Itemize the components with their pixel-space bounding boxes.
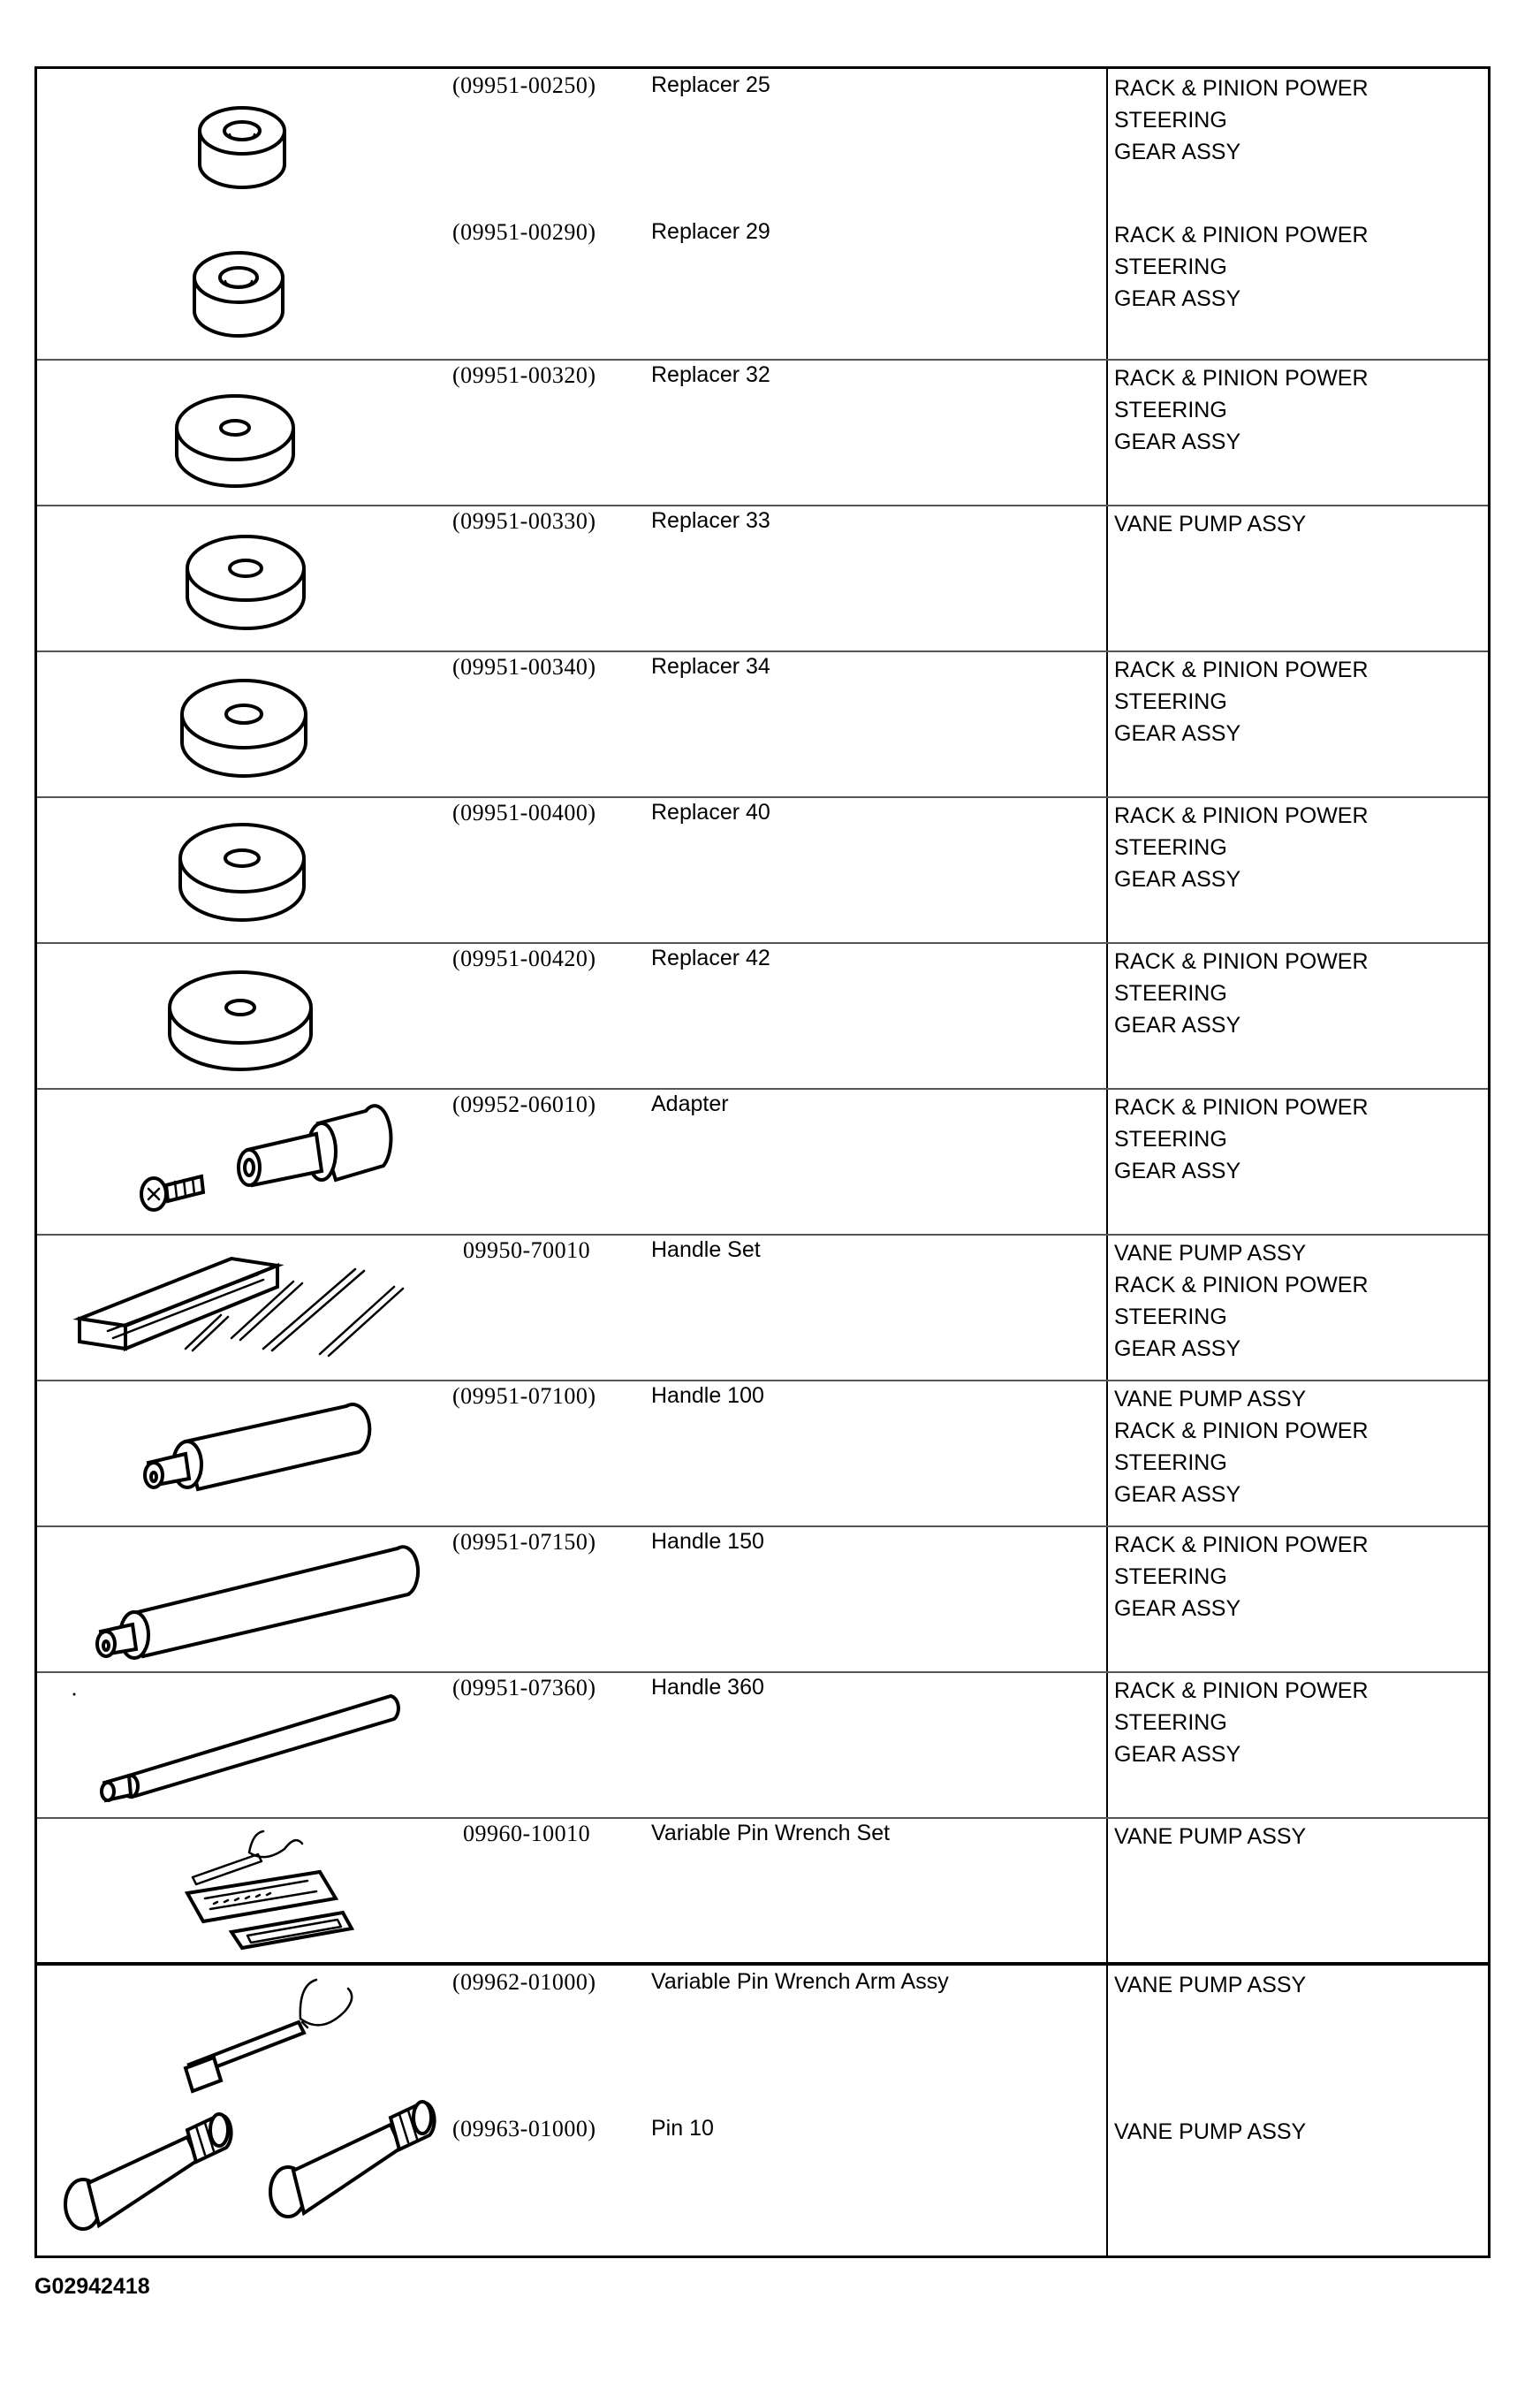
application: RACK & PINION POWER STEERING GEAR ASSY <box>1114 76 1369 164</box>
tool-name: Handle 100 <box>651 1383 764 1408</box>
application: RACK & PINION POWER STEERING GEAR ASSY <box>1114 1678 1369 1767</box>
application: RACK & PINION POWER STEERING GEAR ASSY <box>1114 223 1369 311</box>
application: RACK & PINION POWER STEERING GEAR ASSY <box>1114 803 1369 892</box>
part-number: (09951-00320) <box>452 362 596 388</box>
adapter-illustration <box>37 1088 452 1234</box>
table-row <box>37 942 1488 1090</box>
tool-entry <box>452 505 1486 646</box>
handle-set-illustration <box>37 1234 452 1380</box>
table-row <box>37 359 1488 506</box>
tool-entry <box>452 69 1486 210</box>
part-number: 09960-10010 <box>463 1821 591 1846</box>
tool-name: Replacer 34 <box>651 654 770 679</box>
part-number: (09963-01000) <box>452 2116 596 2141</box>
part-number: (09951-00330) <box>452 508 596 534</box>
table-row <box>37 1380 1488 1527</box>
table-row <box>37 1962 1488 2259</box>
part-number: (09951-07360) <box>452 1675 596 1700</box>
tool-name: Replacer 42 <box>651 946 770 970</box>
replacer-34-illustration <box>37 650 452 796</box>
handle-150-illustration <box>37 1525 452 1671</box>
tool-name: Replacer 40 <box>651 800 770 825</box>
application: VANE PUMP ASSY <box>1114 1824 1307 1849</box>
table-row <box>37 1817 1488 1964</box>
tool-entry <box>452 1234 1486 1375</box>
tool-name: Replacer 32 <box>651 362 770 387</box>
tool-name: Pin 10 <box>651 2116 714 2141</box>
tool-name: Replacer 29 <box>651 219 770 244</box>
tool-name: Replacer 25 <box>651 72 770 97</box>
table-row <box>37 1088 1488 1236</box>
replacer-32-illustration <box>37 359 452 505</box>
tool-name: Variable Pin Wrench Arm Assy <box>651 1969 949 1994</box>
tool-entry <box>452 796 1486 938</box>
replacer-25-29-illustration <box>37 69 452 359</box>
tool-entry <box>452 1671 1486 1813</box>
part-number: (09951-00290) <box>452 219 596 245</box>
application: VANE PUMP ASSY RACK & PINION POWER STEERING GEAR ASSY <box>1114 1241 1369 1361</box>
part-number: (09951-00250) <box>452 72 596 98</box>
tool-entry <box>452 1380 1486 1521</box>
application: RACK & PINION POWER STEERING GEAR ASSY <box>1114 949 1369 1038</box>
tool-entry <box>452 2112 1486 2254</box>
table-row <box>37 1671 1488 1819</box>
table-row <box>37 1525 1488 1673</box>
tool-name: Handle 150 <box>651 1529 764 1554</box>
tool-entry <box>452 1525 1486 1667</box>
tool-name: Handle 360 <box>651 1675 764 1700</box>
figure-code: G02942418 <box>34 2274 150 2299</box>
part-number: (09962-01000) <box>452 1969 596 1995</box>
tool-entry <box>452 216 1486 357</box>
tool-name: Replacer 33 <box>651 508 770 533</box>
tool-entry <box>452 359 1486 500</box>
application: RACK & PINION POWER STEERING GEAR ASSY <box>1114 1533 1369 1621</box>
tool-entry <box>452 1088 1486 1229</box>
application: RACK & PINION POWER STEERING GEAR ASSY <box>1114 1095 1369 1183</box>
part-number: (09951-07100) <box>452 1383 596 1409</box>
replacer-40-illustration <box>37 796 452 942</box>
tool-entry <box>452 650 1486 792</box>
tool-entry <box>452 942 1486 1084</box>
part-number: (09952-06010) <box>452 1092 596 1117</box>
table-row <box>37 650 1488 798</box>
part-number: 09950-70010 <box>463 1237 591 1263</box>
application: VANE PUMP ASSY <box>1114 2119 1307 2144</box>
pin-wrench-set-illustration <box>37 1817 452 1962</box>
part-number: (09951-07150) <box>452 1529 596 1555</box>
application: RACK & PINION POWER STEERING GEAR ASSY <box>1114 658 1369 746</box>
pin-wrench-arm-and-pin-illustration <box>37 1966 452 2259</box>
tool-name: Adapter <box>651 1092 729 1116</box>
part-number: (09951-00400) <box>452 800 596 825</box>
tool-name: Variable Pin Wrench Set <box>651 1821 891 1845</box>
tool-entry <box>452 1817 1486 1959</box>
tool-table <box>34 66 1491 2258</box>
application: VANE PUMP ASSY RACK & PINION POWER STEERING GEAR ASSY <box>1114 1387 1369 1507</box>
tool-entry <box>452 1966 1486 2107</box>
replacer-33-illustration <box>37 505 452 650</box>
application: VANE PUMP ASSY <box>1114 1973 1307 1997</box>
table-row <box>37 69 1488 361</box>
tool-name: Handle Set <box>651 1237 761 1262</box>
application: VANE PUMP ASSY <box>1114 512 1307 536</box>
table-row <box>37 1234 1488 1381</box>
part-number: (09951-00420) <box>452 946 596 971</box>
handle-100-illustration <box>37 1380 452 1525</box>
replacer-42-illustration <box>37 942 452 1088</box>
table-row <box>37 796 1488 944</box>
handle-360-illustration <box>37 1671 452 1817</box>
table-row <box>37 505 1488 652</box>
application: RACK & PINION POWER STEERING GEAR ASSY <box>1114 366 1369 454</box>
part-number: (09951-00340) <box>452 654 596 680</box>
